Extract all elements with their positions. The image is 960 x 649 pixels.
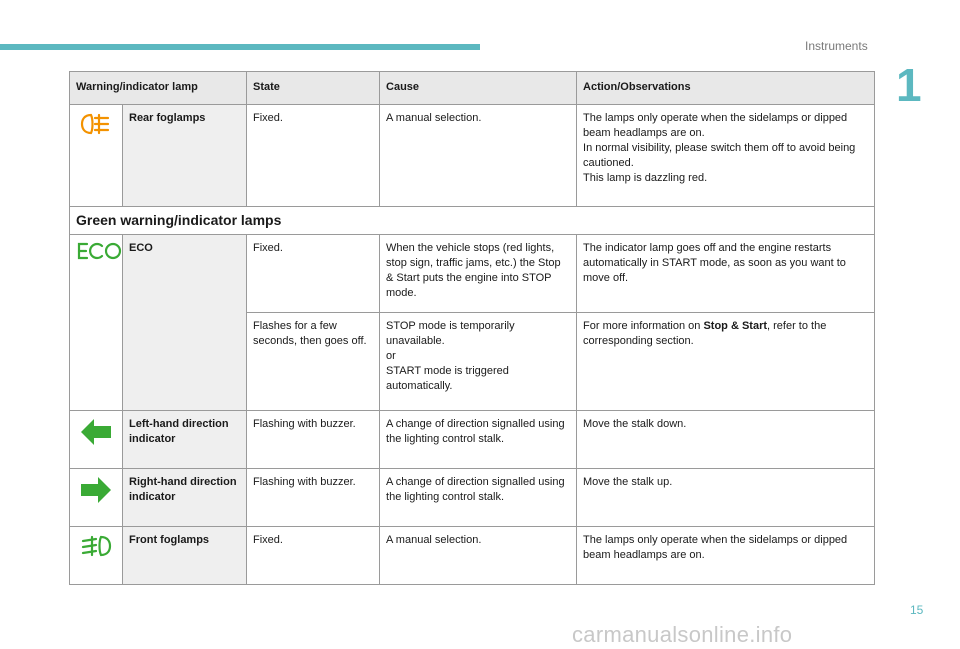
- action-cell: Move the stalk down.: [577, 411, 875, 469]
- column-header-state: State: [247, 72, 380, 105]
- cause-cell: When the vehicle stops (red lights, stop sign, traffic jams, etc.) the Stop & Start puts the engine into STOP mode.: [380, 235, 577, 313]
- table-row-front-foglamps: [70, 527, 875, 585]
- state-cell: Fixed.: [247, 105, 380, 207]
- state-cell: Flashing with buzzer.: [247, 411, 380, 469]
- eco-icon: [76, 241, 122, 261]
- lamp-name: Rear foglamps: [123, 105, 247, 207]
- action-cell: Move the stalk up.: [577, 469, 875, 527]
- cause-cell: STOP mode is temporarily unavailable. or START mode is triggered automatically.: [380, 313, 577, 411]
- section-title: Instruments: [805, 39, 868, 53]
- left-arrow-icon: [79, 417, 113, 447]
- action-text-prefix: For more information on: [583, 320, 704, 332]
- column-header-action: Action/Observations: [577, 72, 875, 105]
- table-row-eco-fixed: [70, 235, 875, 313]
- rear-foglamp-icon: [80, 111, 112, 137]
- state-cell: Fixed.: [247, 527, 380, 585]
- action-cell: The indicator lamp goes off and the engine restarts automatically in START mode, as soon as you want to move off.: [577, 235, 875, 313]
- group-heading-row: [70, 207, 875, 235]
- table-row-right-indicator: [70, 469, 875, 527]
- group-heading: Green warning/indicator lamps: [70, 207, 875, 235]
- header-accent-bar: [0, 44, 480, 50]
- cause-cell: A manual selection.: [380, 527, 577, 585]
- lamp-name: Left-hand direction indicator: [123, 411, 247, 469]
- column-header-lamp: Warning/indicator lamp: [70, 72, 247, 105]
- page-number: 15: [910, 603, 924, 617]
- front-foglamp-icon-cell: [70, 527, 123, 585]
- left-arrow-icon-cell: [70, 411, 123, 469]
- front-foglamp-icon: [80, 533, 112, 559]
- column-header-cause: Cause: [380, 72, 577, 105]
- state-cell: Flashing with buzzer.: [247, 469, 380, 527]
- action-text-suffix: , refer to the corresponding section.: [583, 320, 827, 347]
- table-row-left-indicator: [70, 411, 875, 469]
- chapter-number: 1: [896, 59, 922, 111]
- action-cell: The lamps only operate when the sidelamps or dipped beam headlamps are on.: [577, 527, 875, 585]
- lamp-name: ECO: [123, 235, 247, 411]
- right-arrow-icon-cell: [70, 469, 123, 527]
- lamp-name: Front foglamps: [123, 527, 247, 585]
- lamp-name: Right-hand direction indicator: [123, 469, 247, 527]
- table-header-row: [70, 72, 875, 105]
- cause-cell: A manual selection.: [380, 105, 577, 207]
- watermark: carmanualsonline.info: [572, 622, 793, 647]
- action-cell: The lamps only operate when the sidelamps or dipped beam headlamps are on. In normal visibility, please switch them off to avoid being cautioned. This lamp is dazzling red.: [577, 105, 875, 207]
- right-arrow-icon: [79, 475, 113, 505]
- indicator-lamps-table: [69, 71, 875, 585]
- action-keyword: Stop & Start: [703, 320, 768, 332]
- rear-foglamp-icon-cell: [70, 105, 123, 207]
- state-cell: Flashes for a few seconds, then goes off.: [247, 313, 380, 411]
- eco-icon-cell: [70, 235, 123, 411]
- cause-cell: A change of direction signalled using the lighting control stalk.: [380, 411, 577, 469]
- table-row-rear-foglamps: [70, 105, 875, 207]
- cause-cell: A change of direction signalled using the lighting control stalk.: [380, 469, 577, 527]
- state-cell: Fixed.: [247, 235, 380, 313]
- action-cell: [577, 313, 875, 411]
